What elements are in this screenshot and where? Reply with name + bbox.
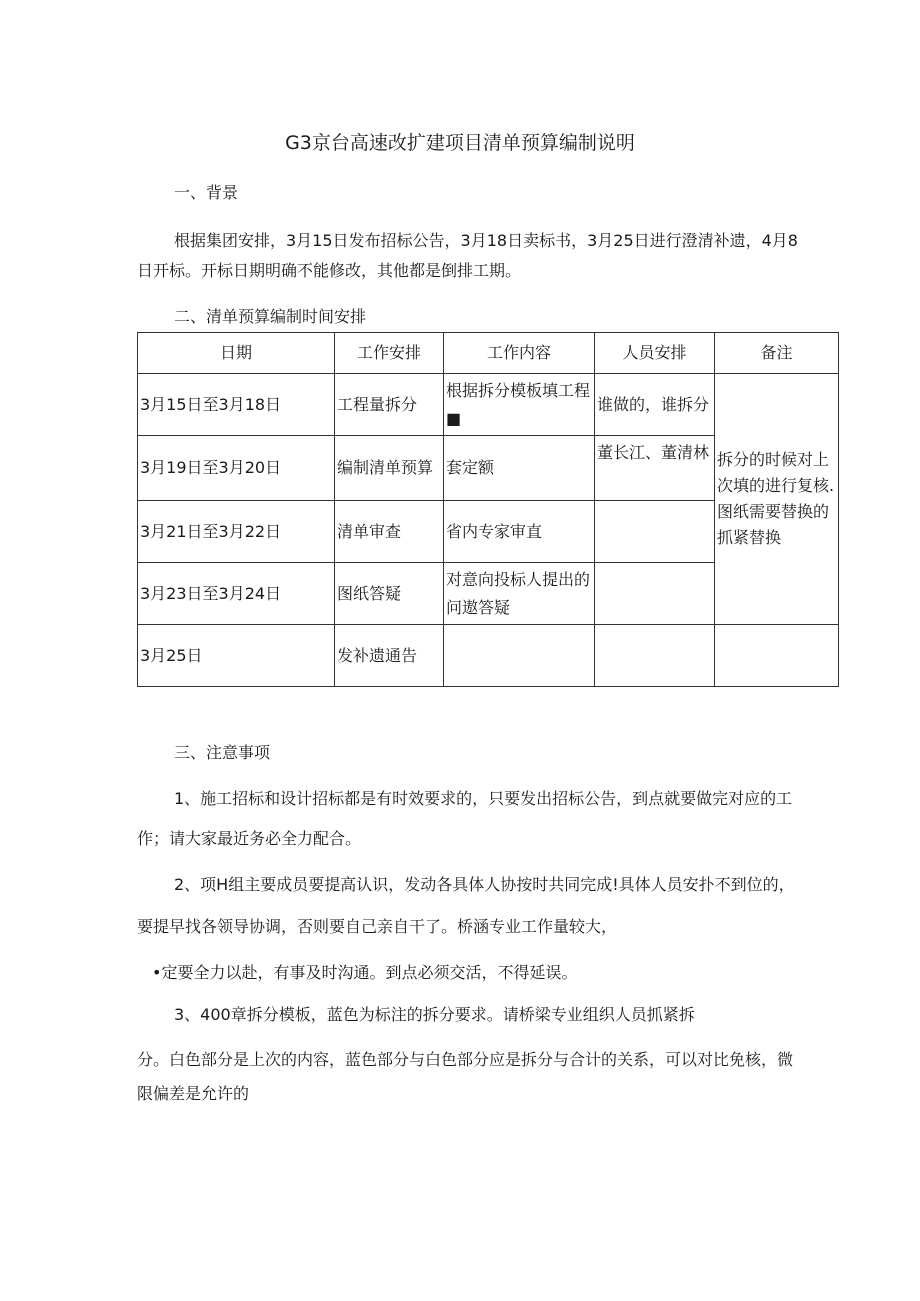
header-task: 工作安排: [335, 333, 444, 374]
cell-date: 3月25日: [138, 625, 335, 687]
cell-content: 省内专家审直: [444, 501, 595, 563]
note-1-line-1: 1、施工招标和设计招标都是有时效要求的，只要发出招标公告，到点就要做完对应的工: [174, 789, 793, 808]
cell-task: 工程量拆分: [335, 374, 444, 436]
cell-staff: [595, 625, 715, 687]
cell-task: 清单审查: [335, 501, 444, 563]
note-2-line-3: •定要全力以赴，有事及时沟通。到点必须交活，不得延误。: [152, 963, 578, 982]
note-3-line-3: 限偏差是允许的: [137, 1084, 250, 1103]
cell-content: 套定额: [444, 436, 595, 501]
table-row: [138, 625, 839, 687]
cell-date: 3月15日至3月18日: [138, 374, 335, 436]
cell-task: 编制清单预算: [335, 436, 444, 501]
cell-staff: [595, 501, 715, 563]
section-heading-schedule: 二、清单预算编制时间安排: [174, 307, 367, 326]
header-date: 日期: [138, 333, 335, 374]
cell-staff: 董长江、董清林: [595, 436, 715, 501]
cell-staff: [595, 563, 715, 625]
note-2-line-2: 要提早找各领导协调，否则要自己亲自干了。桥涵专业工作量较大，: [137, 917, 618, 936]
background-paragraph-line-2: 日开标。开标日期明确不能修改，其他都是倒排工期。: [137, 261, 522, 280]
cell-task: 发补遗通告: [335, 625, 444, 687]
header-staff: 人员安排: [595, 333, 715, 374]
table-row: [138, 374, 839, 436]
header-content: 工作内容: [444, 333, 595, 374]
document-title: G3京台高速改扩建项目清单预算编制说明: [285, 132, 635, 154]
schedule-table: [137, 332, 839, 687]
cell-content: [444, 625, 595, 687]
cell-task: 图纸答疑: [335, 563, 444, 625]
cell-content: 根据拆分模板填工程■: [444, 374, 595, 436]
cell-remark-empty: [715, 625, 839, 687]
note-1-line-2: 作；请大家最近务必全力配合。: [137, 829, 362, 848]
cell-staff: 谁做的，谁拆分: [595, 374, 715, 436]
background-paragraph-line-1: 根据集团安排，3月15日发布招标公告，3月18日卖标书，3月25日进行澄清补遗，4月8: [174, 231, 798, 250]
note-3-line-2: 分。白色部分是上次的内容，蓝色部分与白色部分应是拆分与合计的关系，可以对比免核，微: [137, 1050, 794, 1069]
note-2-line-1: 2、项H组主要成员要提高认识，发动各具体人协按时共同完成!具体人员安扑不到位的，: [174, 875, 795, 894]
note-3-line-1: 3、400章拆分模板，蓝色为标注的拆分要求。请桥梁专业组织人员抓紧拆: [174, 1005, 695, 1024]
cell-remark: 拆分的时候对上次填的进行复核.图纸需要替换的抓紧替换: [715, 374, 839, 625]
section-heading-notes: 三、注意事项: [174, 743, 271, 762]
section-heading-background: 一、背景: [174, 183, 239, 202]
cell-content: 对意向投标人提出的问遨答疑: [444, 563, 595, 625]
cell-date: 3月19日至3月20日: [138, 436, 335, 501]
header-remark: 备注: [715, 333, 839, 374]
cell-date: 3月23日至3月24日: [138, 563, 335, 625]
table-header-row: [138, 333, 839, 374]
cell-date: 3月21日至3月22日: [138, 501, 335, 563]
